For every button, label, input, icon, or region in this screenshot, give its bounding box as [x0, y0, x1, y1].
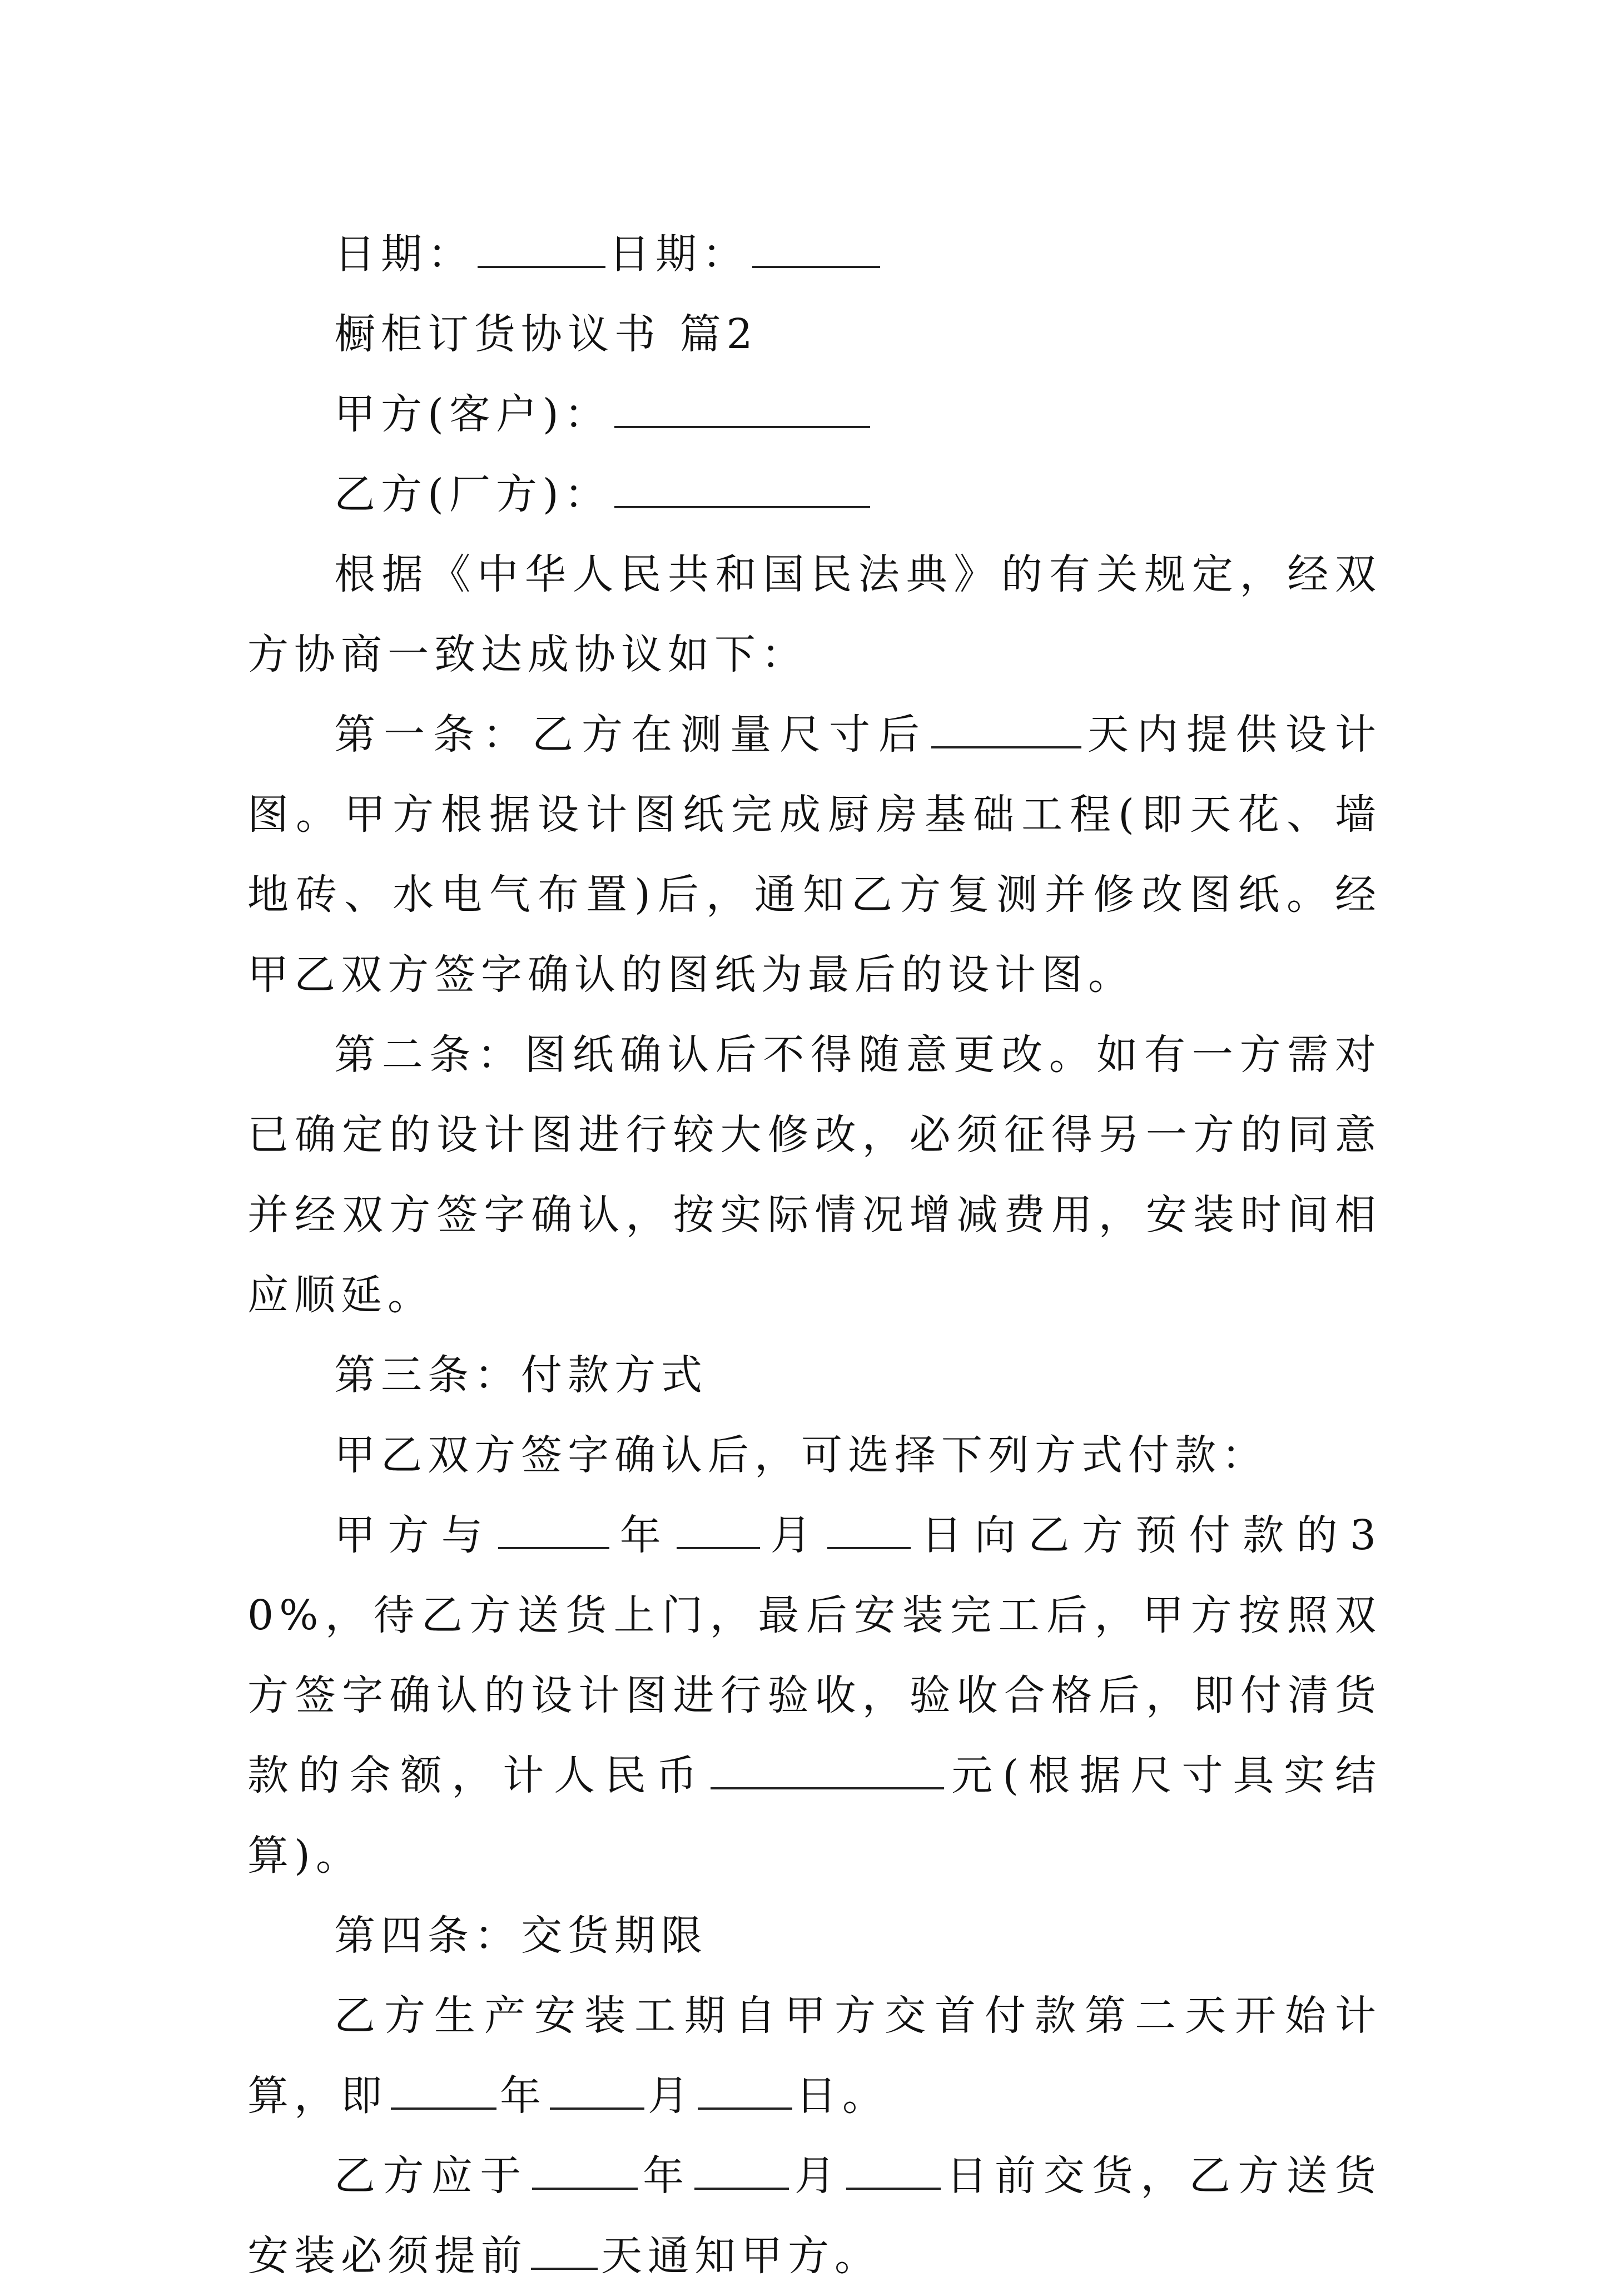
article-3-payment	[247, 1495, 1382, 1896]
party-a-line	[247, 374, 1382, 454]
delivery-day-blank	[846, 2149, 941, 2190]
document-heading: 橱柜订货协议书 篇2	[334, 310, 758, 358]
payment-month-blank	[677, 1508, 760, 1549]
start-month-blank	[550, 2069, 644, 2110]
article-4-delivery	[247, 2136, 1382, 2296]
date-line	[247, 214, 1382, 294]
payment-year-blank	[498, 1508, 609, 1549]
article-3-title: 第三条：付款方式	[334, 1351, 708, 1399]
delivery-p2: 年	[640, 2152, 692, 2200]
date-blank-a	[478, 227, 605, 268]
party-b-label: 乙方(厂方)：	[334, 470, 611, 518]
article-1-part1: 第一条：乙方在测量尺寸后	[334, 711, 928, 758]
article-4-start	[247, 1976, 1382, 2136]
start-day-blank	[698, 2069, 792, 2110]
article-1-days-blank	[931, 707, 1081, 748]
document-body	[247, 214, 1382, 2296]
party-b-blank	[614, 467, 870, 508]
payment-day-blank	[827, 1508, 911, 1549]
payment-p4: 日向乙方预付款的30%，待乙方送货上门，最后安装完工后，甲方按照双方签字确认的设计图进行验收，验收合格后，即付清货款的余额，计人民币	[247, 1511, 1382, 1799]
date-blank-b	[752, 227, 880, 268]
date-label-a: 日期：	[334, 230, 474, 278]
article-2: 第二条：图纸确认后不得随意更改。如有一方需对已确定的设计图进行较大修改，必须征得另一方的同意并经双方签字确认，按实际情况增减费用，安装时间相应顺延。	[247, 1031, 1382, 1319]
party-a-blank	[614, 387, 870, 428]
article-1	[247, 695, 1382, 1015]
delivery-year-blank	[532, 2149, 638, 2190]
start-p1: 乙方生产安装工期自甲方交首付款第二天开始计算，即	[247, 1992, 1382, 2120]
payment-p3: 月	[763, 1511, 825, 1559]
delivery-p5: 天通知甲方。	[601, 2232, 881, 2280]
intro-paragraph: 根据《中华人民共和国民法典》的有关规定，经双方协商一致达成协议如下：	[247, 551, 1382, 678]
delivery-notice-days-blank	[531, 2229, 598, 2270]
delivery-p1: 乙方应于	[334, 2152, 529, 2200]
party-b-line	[247, 454, 1382, 534]
date-label-b: 日期：	[609, 230, 749, 278]
start-p4: 日。	[796, 2072, 889, 2120]
payment-amount-blank	[711, 1748, 944, 1789]
article-4-title: 第四条：交货期限	[334, 1912, 708, 1960]
party-a-label: 甲方(客户)：	[334, 390, 611, 438]
payment-p1: 甲方与	[334, 1511, 495, 1559]
delivery-month-blank	[694, 2149, 789, 2190]
article-1-part2: 天内提供设计图。甲方根据设计图纸完成厨房基础工程(即天花、墙地砖、水电气布置)后，通知乙方复测并修改图纸。经甲乙双方签字确认的图纸为最后的设计图。	[247, 711, 1382, 999]
article-3-intro: 甲乙双方签字确认后，可选择下列方式付款：	[334, 1431, 1268, 1479]
payment-p5: 元(根据尺寸具实结算)。	[247, 1752, 1382, 1880]
payment-p2: 年	[613, 1511, 674, 1559]
start-p2: 年	[500, 2072, 547, 2120]
start-year-blank	[391, 2069, 496, 2110]
delivery-p4: 日前交货，乙方送货安装必须提前	[247, 2152, 1382, 2280]
start-p3: 月	[648, 2072, 694, 2120]
delivery-p3: 月	[792, 2152, 843, 2200]
